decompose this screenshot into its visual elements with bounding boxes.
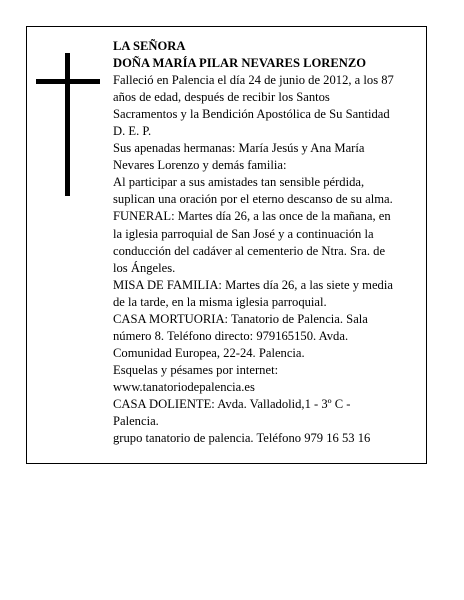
notice-line: la iglesia parroquial de San José y a continuación la [113, 226, 374, 241]
notice-line: suplican una oración por el eterno descanso de su alma. [113, 192, 393, 207]
notice-line: Sacramentos y la Bendición Apostólica de Su Santidad [113, 107, 390, 122]
notice-line: número 8. Teléfono directo: 979165150. Avda. [113, 328, 349, 343]
notice-line: CASA MORTUORIA: Tanatorio de Palencia. Sala [113, 311, 368, 326]
notice-line: los Ángeles. [113, 260, 176, 275]
notice-line: grupo tanatorio de palencia. Teléfono 979 16 53 16 [113, 431, 371, 446]
notice-line: CASA DOLIENTE: Avda. Valladolid,1 - 3º C - [113, 396, 351, 411]
notice-line: Falleció en Palencia el día 24 de junio de 2012, a los 87 [113, 73, 394, 88]
notice-line: Palencia. [113, 414, 159, 429]
cross-icon-bar [36, 79, 100, 84]
notice-line: Sus apenadas hermanas: María Jesús y Ana María [113, 141, 365, 156]
deceased-name: DOÑA MARÍA PILAR NEVARES LORENZO [113, 56, 367, 71]
notice-line: conducción del cadáver al cementerio de Ntra. Sra. de [113, 243, 386, 258]
notice-line: FUNERAL: Martes día 26, a las once de la mañana, en [113, 209, 391, 224]
notice-title: LA SEÑORA [113, 39, 186, 53]
notice-line: años de edad, después de recibir los Santos [113, 90, 330, 105]
notice-line: Nevares Lorenzo y demás familia: [113, 158, 287, 173]
notice-line: MISA DE FAMILIA: Martes día 26, a las siete y media [113, 277, 393, 292]
notice-line: Comunidad Europea, 22-24. Palencia. [113, 345, 305, 360]
notice-line: www.tanatoriodepalencia.es [113, 379, 255, 394]
notice-line: Esquelas y pésames por internet: [113, 362, 279, 377]
notice-line: de la tarde, en la misma iglesia parroquial. [113, 294, 327, 309]
notice-line: D. E. P. [113, 124, 152, 139]
cross-icon [65, 53, 70, 196]
obituary-text-block [113, 38, 423, 447]
notice-line: Al participar a sus amistades tan sensible pérdida, [113, 175, 365, 190]
